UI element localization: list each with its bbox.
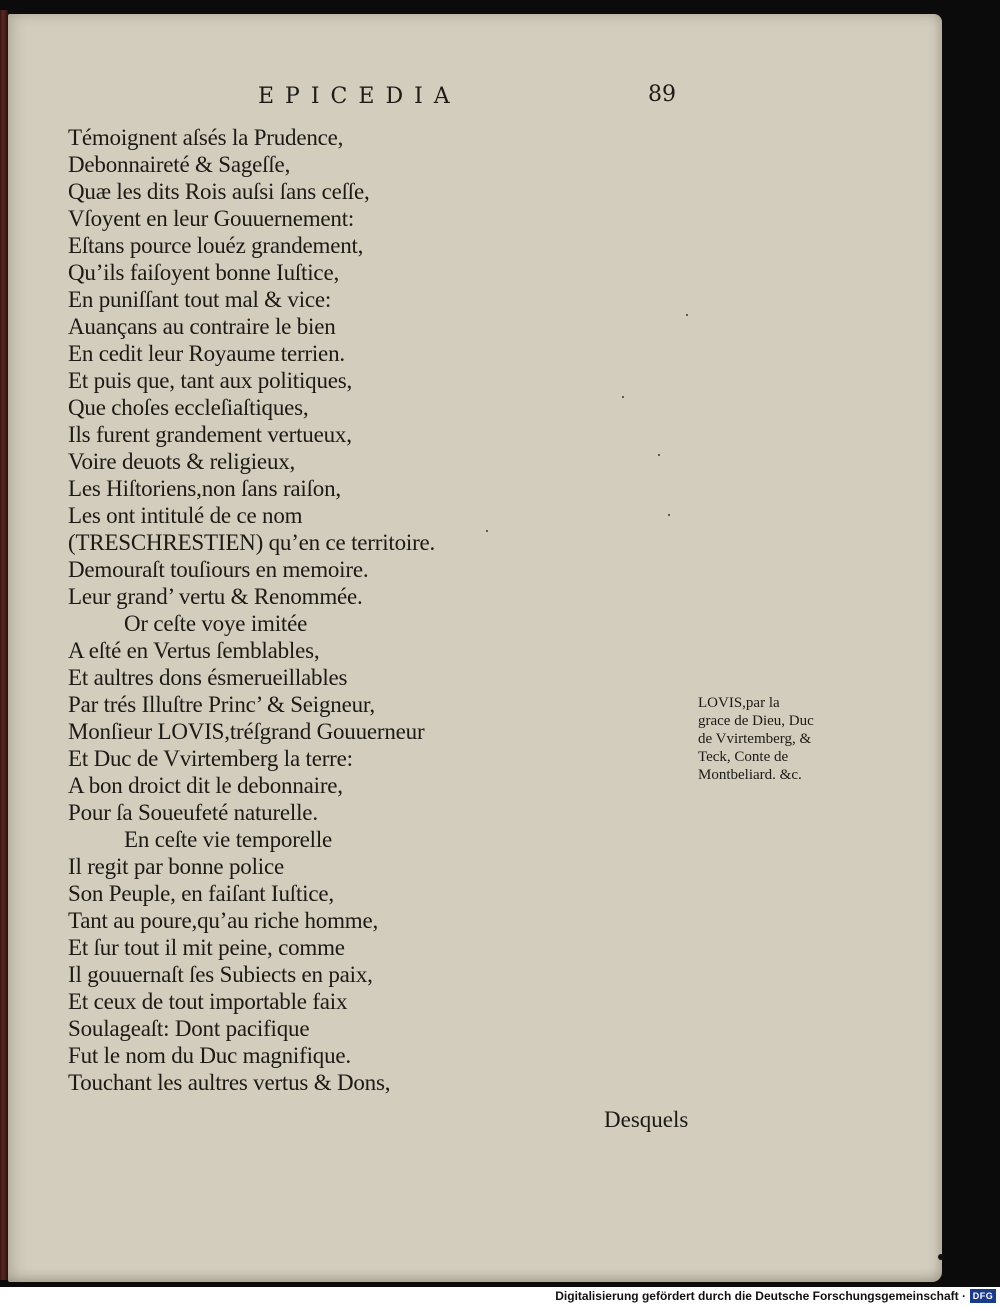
marginal-note [698, 694, 814, 784]
verse-line: Qu’ils faiſoyent bonne Iuſtice, [68, 260, 340, 285]
verse-line: Debonnaireté & Sageſſe, [68, 152, 291, 177]
verse-line: Et aultres dons ésmerueillables [68, 665, 348, 690]
verse-line: A bon droict dit le debonnaire, [68, 773, 343, 798]
verse-line: Et ſur tout il mit peine, comme [68, 935, 345, 960]
dfg-logo-icon: DFG [970, 1289, 996, 1303]
book-edge [0, 10, 8, 1280]
verse-line: Soulageaſt: Dont pacifique [68, 1016, 310, 1041]
verse-line: Monſieur LOVIS,tréſgrand Gouuerneur [68, 719, 425, 744]
verse-line: Touchant les aultres vertus & Dons, [68, 1070, 391, 1095]
footer-bar [0, 1287, 1000, 1307]
verse-line: Que choſes eccleſiaſtiques, [68, 395, 309, 420]
verse-line: Demouraſt touſiours en memoire. [68, 557, 369, 582]
verse-line: Et ceux de tout importable faix [68, 989, 348, 1014]
catchword: Desquels [604, 1107, 689, 1132]
verse-line: Voire deuots & religieux, [68, 449, 296, 474]
book-page [8, 14, 942, 1282]
verse-line: En ceſte vie temporelle [124, 827, 333, 852]
verse-line: Il regit par bonne police [68, 854, 284, 879]
marginal-note-line: de Vvirtemberg, & [698, 731, 812, 747]
verse-line: Son Peuple, en faiſant Iuſtice, [68, 881, 334, 906]
verse-line: Les ont intitulé de ce nom [68, 503, 303, 528]
verse-line: Témoignent aſsés la Prudence, [68, 125, 344, 150]
paper-speck [686, 314, 688, 316]
verse-line: Pour ſa Soueufeté naturelle. [68, 800, 318, 825]
verse-line: Auançans au contraire le bien [68, 314, 336, 339]
verse-line: Eſtans pource louéz grandement, [68, 233, 364, 258]
footer-credit: Digitalisierung gefördert durch die Deutsche Forschungsgemeinschaft · [555, 1289, 966, 1303]
verse-line: Vſoyent en leur Gouuernement: [68, 206, 355, 231]
verse-line: Et puis que, tant aux politiques, [68, 368, 353, 393]
verse-line: A eſté en Vertus ſemblables, [68, 638, 320, 663]
marginal-note-line: grace de Dieu, Duc [698, 713, 814, 729]
folio-number: 89 [648, 82, 676, 107]
marginal-note-line: Teck, Conte de [698, 749, 789, 765]
marginal-note-line: LOVIS,par la [698, 695, 780, 711]
running-head: EPICEDIA [258, 84, 461, 109]
verse-block [68, 124, 435, 1096]
verse-line: Tant au poure,qu’au riche homme, [68, 908, 379, 933]
marginal-note-line: Montbeliard. &c. [698, 767, 802, 783]
paper-speck [486, 530, 488, 532]
verse-line: En cedit leur Royaume terrien. [68, 341, 345, 366]
verse-line: Fut le nom du Duc magnifique. [68, 1043, 351, 1068]
verse-line: En puniſſant tout mal & vice: [68, 287, 332, 312]
verse-line: Par trés Illuſtre Princ’ & Seigneur, [68, 692, 375, 717]
verse-line: Il gouuernaſt ſes Subiects en paix, [68, 962, 373, 987]
verse-line: Leur grand’ vertu & Renommée. [68, 584, 363, 609]
verse-line: Les Hiſtoriens,non ſans raiſon, [68, 476, 341, 501]
paper-speck [622, 396, 624, 398]
paper-speck [658, 454, 660, 456]
verse-line: Ils furent grandement vertueux, [68, 422, 352, 447]
ink-spot [938, 1254, 944, 1260]
verse-line: (TRESCHRESTIEN) qu’en ce territoire. [68, 530, 436, 555]
verse-line: Quæ les dits Rois auſsi ſans ceſſe, [68, 179, 370, 204]
paper-speck [668, 514, 670, 516]
verse-line: Or ceſte voye imitée [124, 611, 308, 636]
verse-line: Et Duc de Vvirtemberg la terre: [68, 746, 353, 771]
